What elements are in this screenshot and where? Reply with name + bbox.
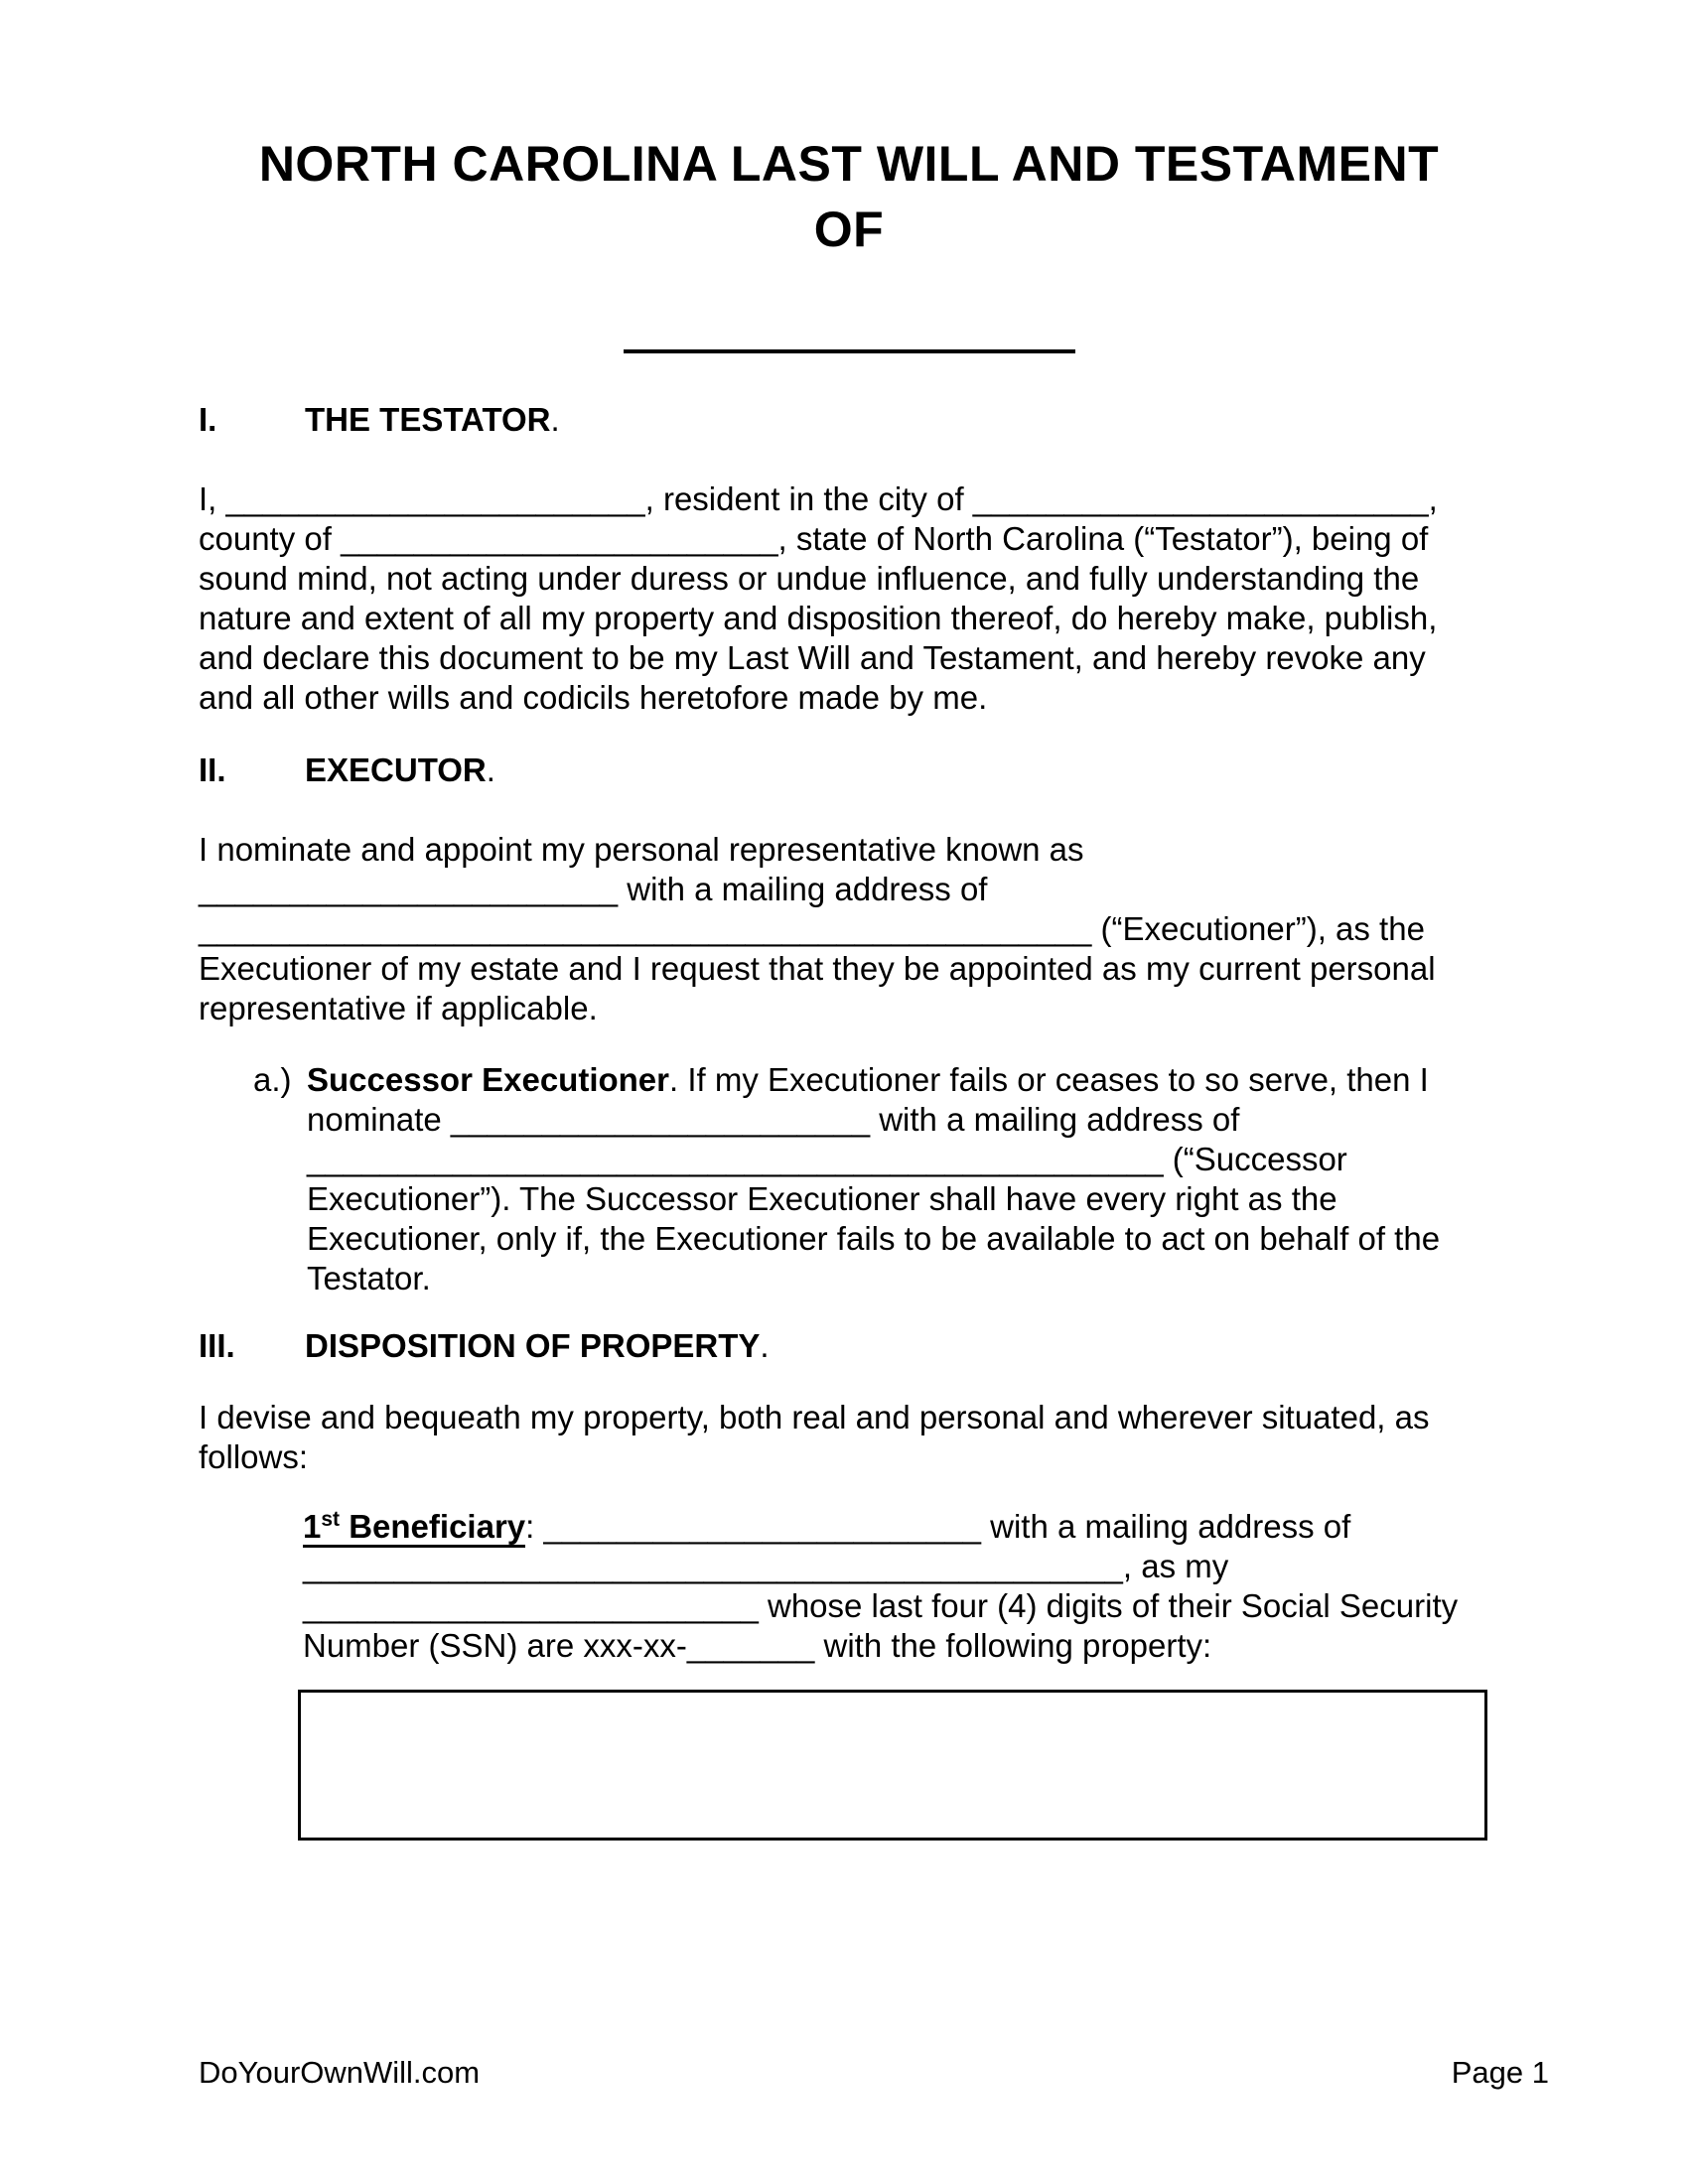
paragraph-line: and declare this document to be my Last Will and Testament, and hereby revoke any (199, 639, 1426, 676)
section-number: I. (199, 401, 217, 438)
paragraph-line: I devise and bequeath my property, both real and personal and wherever situated, as (199, 1399, 1430, 1435)
paragraph-line: Executioner, only if, the Executioner fails to be available to act on behalf of the (307, 1220, 1441, 1257)
paragraph-line: _______________________________________________ (“Successor (307, 1141, 1347, 1177)
paragraph-line: I, _______________________, resident in the city of _________________________, (199, 480, 1438, 517)
paragraph-line: Number (SSN) are xxx-xx-_______ with the following property: (303, 1627, 1212, 1664)
paragraph-line: _________________________ whose last four (4) digits of their Social Security (303, 1587, 1459, 1624)
footer-site: DoYourOwnWill.com (199, 2055, 481, 2090)
successor-executioner-clause (199, 1060, 1499, 1298)
section-number: II. (199, 751, 226, 788)
paragraph-line: _______________________ with a mailing address of (199, 871, 988, 907)
clause-first-line: 1st Beneficiary: ________________________ with a mailing address of (199, 1507, 1499, 1547)
beneficiary-label: 1st Beneficiary (303, 1508, 525, 1548)
executor-paragraph (199, 830, 1499, 1028)
section-label: DISPOSITION OF PROPERTY (305, 1327, 761, 1364)
document-title (199, 131, 1499, 262)
paragraph-line: sound mind, not acting under duress or undue influence, and fully understanding the (199, 560, 1420, 597)
list-marker: a.) (253, 1061, 292, 1098)
paragraph-line: Testator. (307, 1260, 431, 1297)
paragraph-line: _________________________________________________ (“Executioner”), as the (199, 910, 1425, 947)
paragraph-line: representative if applicable. (199, 990, 598, 1026)
section-heading-disposition: III. DISPOSITION OF PROPERTY. (199, 1327, 770, 1364)
title-line1: NORTH CAROLINA LAST WILL AND TESTAMENT (258, 136, 1440, 192)
ordinal-superscript: st (321, 1508, 341, 1531)
clause-first-line: a.) Successor Executioner. If my Executioner fails or ceases to so serve, then I (253, 1061, 1429, 1098)
section-label: EXECUTOR (305, 751, 487, 788)
paragraph-line: Executioner of my estate and I request that they be appointed as my current personal (199, 950, 1436, 987)
page-footer (199, 2055, 1549, 2091)
paragraph-line: Executioner”). The Successor Executioner shall have every right as the (307, 1180, 1337, 1217)
section-heading-executor: II. EXECUTOR. (199, 751, 495, 788)
disposition-intro (199, 1398, 1499, 1477)
paragraph-line: I nominate and appoint my personal representative known as (199, 831, 1084, 868)
section-number: III. (199, 1327, 235, 1364)
paragraph-line: follows: (199, 1438, 309, 1475)
paragraph-line: county of ________________________, state of North Carolina (“Testator”), being of (199, 520, 1429, 557)
paragraph-line: nominate _______________________ with a mailing address of (307, 1101, 1240, 1138)
paragraph-line: _____________________________________________, as my (303, 1548, 1229, 1584)
first-beneficiary-clause (199, 1507, 1499, 1666)
section-label: THE TESTATOR (305, 401, 551, 438)
footer-page-number: Page 1 (1451, 2055, 1549, 2090)
title-line2: OF (813, 202, 885, 257)
property-description-box[interactable] (298, 1690, 1487, 1841)
testator-paragraph (199, 479, 1499, 718)
testator-name-blank[interactable] (624, 349, 1075, 353)
paragraph-line: and all other wills and codicils heretofore made by me. (199, 679, 988, 716)
clause-title: Successor Executioner (307, 1061, 669, 1098)
paragraph-line: nature and extent of all my property and disposition thereof, do hereby make, publish, (199, 600, 1438, 636)
section-heading-testator: I. THE TESTATOR. (199, 401, 560, 438)
